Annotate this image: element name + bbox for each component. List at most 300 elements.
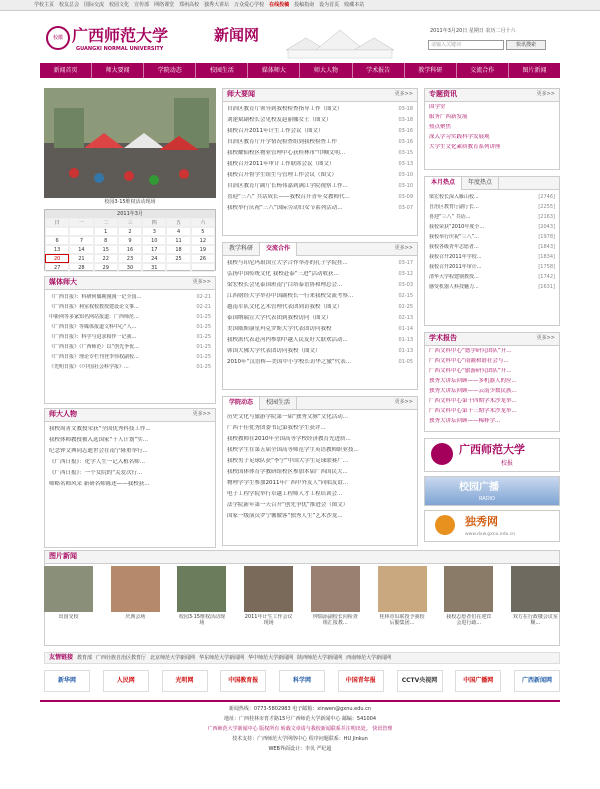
news-title[interactable]: 《广西日报》：科研何偶期漫漫一记全国... xyxy=(49,293,142,300)
news-title[interactable]: 自治区教育厅副厅长杨伟嘉到满江学院视察工作... xyxy=(227,183,348,190)
special-topic-link[interactable]: 服务广西新发展 xyxy=(429,114,468,120)
list-item[interactable] xyxy=(227,423,413,434)
news-title[interactable]: 《广西日报》等媒体报道文科中心“人... xyxy=(49,323,137,330)
calendar-day[interactable]: 6 xyxy=(45,236,69,245)
news-title[interactable]: 感受机器人科技魅力... xyxy=(429,283,479,290)
news-title[interactable]: 泰国纳瑞宣大学代表团到我校访问（图文） xyxy=(227,315,332,322)
calendar-day[interactable]: 24 xyxy=(142,254,166,263)
list-item[interactable] xyxy=(227,412,413,423)
list-item[interactable] xyxy=(49,457,211,468)
report-link[interactable]: 广西文科中心第十三期学术沙龙举... xyxy=(429,408,517,414)
tab-college[interactable]: 学院动态 xyxy=(223,397,260,410)
calendar-day[interactable]: 8 xyxy=(94,236,118,245)
photo-news-caption[interactable]: 庆典会场 xyxy=(125,614,146,620)
calendar-day[interactable]: 4 xyxy=(166,227,190,236)
report-link[interactable]: 独秀大讲坛回顾——云南少数民族... xyxy=(429,388,517,394)
school-paper-subtitle: 校报 xyxy=(501,460,514,467)
list-item[interactable] xyxy=(227,269,413,280)
report-link[interactable]: 广西文科中心“德学研究团队”开... xyxy=(429,348,512,354)
calendar-day[interactable]: 20 xyxy=(45,254,69,263)
list-item[interactable] xyxy=(49,468,211,479)
calendar-day[interactable]: 21 xyxy=(69,254,93,263)
list-item[interactable] xyxy=(49,312,211,322)
list-item[interactable] xyxy=(227,258,413,269)
nav-item-news[interactable]: 师大要闻 xyxy=(92,63,144,78)
list-item[interactable] xyxy=(227,324,413,335)
friend-link[interactable]: 华东师范大学新闻网 xyxy=(199,654,245,661)
list-item[interactable] xyxy=(227,148,413,159)
calendar-day[interactable]: 27 xyxy=(45,263,69,272)
photo-news-item[interactable] xyxy=(378,566,427,638)
news-title[interactable]: 师略名师风采 新研名师陈述——我校获... xyxy=(49,481,150,488)
news-title[interactable]: 我校国体体育学教研组校区参加本届广西国民大... xyxy=(227,469,348,476)
tab-campus-life[interactable]: 校园生活 xyxy=(260,397,297,410)
people-more-link[interactable]: 更多>> xyxy=(192,411,211,417)
friend-link[interactable]: 北京师范大学新闻网 xyxy=(150,654,196,661)
submit-guide-link[interactable]: 投稿指南 xyxy=(294,1,315,8)
news-title[interactable]: 广西十佳优秀团委书记第我校学生获评... xyxy=(227,425,326,432)
list-item[interactable] xyxy=(429,242,555,252)
news-date: 03-10 xyxy=(398,172,413,179)
news-title[interactable]: 喜迎“三八” 共话成长——我校召开青年女教师代... xyxy=(227,194,350,201)
news-date: [2746] xyxy=(538,193,555,200)
media-box-title: 媒体师大 xyxy=(49,278,77,286)
search-input[interactable]: 请输入关键词 xyxy=(428,40,504,50)
news-date: [2163] xyxy=(538,213,555,220)
list-item[interactable] xyxy=(227,313,413,324)
list-item[interactable] xyxy=(227,500,413,511)
calendar-day[interactable]: 3 xyxy=(142,227,166,236)
list-item[interactable] xyxy=(49,435,211,446)
calendar-day xyxy=(69,227,93,236)
list-item[interactable] xyxy=(429,282,555,292)
topbar-link[interactable]: 校友总会 xyxy=(59,1,80,8)
news-date: [2255] xyxy=(538,203,555,210)
news-date: 02-25 xyxy=(398,304,413,311)
duxiu-banner[interactable] xyxy=(424,510,560,542)
news-title[interactable]: 梁宏校长会见泰国班南宁白塔泰语协和理总会... xyxy=(227,282,343,289)
radio-subtitle: RADIO xyxy=(479,496,495,502)
tab-year-hot[interactable]: 年度热点 xyxy=(462,177,499,190)
partner-logo[interactable]: 科学网 xyxy=(279,670,325,692)
calendar-day[interactable]: 12 xyxy=(191,236,215,245)
special-box-title: 专题资讯 xyxy=(429,90,457,98)
list-item[interactable] xyxy=(227,170,413,181)
calendar-weekday: 三 xyxy=(118,218,142,227)
photo-news-thumbnail[interactable] xyxy=(311,566,360,612)
news-date: 03-03 xyxy=(398,282,413,289)
news-title[interactable]: 越南军队文化艺术管理代表团到访我校（图文） xyxy=(227,304,343,311)
news-title[interactable]: 喜迎“三八” 共话... xyxy=(429,213,471,220)
calendar-month: 2011年3月 xyxy=(45,210,215,218)
news-date: 01-13 xyxy=(398,337,413,344)
photo-news-item[interactable] xyxy=(511,566,560,638)
news-title[interactable]: 我校荣获“2010年度全... xyxy=(429,223,485,230)
list-item[interactable] xyxy=(429,252,555,262)
list-item[interactable] xyxy=(227,434,413,445)
special-topic-link[interactable]: 国学堂 xyxy=(429,104,446,110)
photo-news-thumbnail[interactable] xyxy=(111,566,160,612)
calendar-day[interactable]: 30 xyxy=(118,263,142,272)
news-date: 02-21 xyxy=(196,293,211,300)
academic-reports-box xyxy=(424,332,560,432)
list-item[interactable] xyxy=(227,511,413,522)
friend-links-title: 友情链接 xyxy=(49,654,74,662)
news-box-title: 师大要闻 xyxy=(227,90,255,98)
special-topic-link[interactable]: 大学生文化素质教育系列讲座 xyxy=(429,144,501,150)
nav-item-exchange[interactable]: 交流合作 xyxy=(457,63,509,78)
list-item[interactable] xyxy=(227,357,413,368)
list-item[interactable] xyxy=(49,446,211,457)
news-title[interactable]: 《光明日报》（《中国社会科学报》... xyxy=(49,363,129,370)
report-link[interactable]: 独秀大讲坛回顾——多机器人的应... xyxy=(429,378,517,384)
photo-news-thumbnail[interactable] xyxy=(444,566,493,612)
calendar-day[interactable]: 11 xyxy=(166,236,190,245)
friend-links-bar xyxy=(44,652,560,664)
calendar-day[interactable]: 26 xyxy=(191,254,215,263)
partner-logo[interactable]: 中国广播网 xyxy=(455,670,501,692)
tab-research[interactable]: 教学科研 xyxy=(223,243,260,256)
news-date: 01-25 xyxy=(196,333,211,340)
calendar-day[interactable]: 31 xyxy=(142,263,166,272)
news-title[interactable]: 自治区教育厅开学情况检查组到我校检查工作 xyxy=(227,139,338,146)
list-item[interactable] xyxy=(227,137,413,148)
topbar-link[interactable]: 学校主页 xyxy=(34,1,55,8)
calendar-day[interactable]: 9 xyxy=(118,236,142,245)
calendar-day[interactable]: 29 xyxy=(94,263,118,272)
nav-item-people[interactable]: 师大人物 xyxy=(300,63,352,78)
topbar-link[interactable]: 万众爱心学校 xyxy=(234,1,265,8)
list-item[interactable] xyxy=(49,352,211,362)
research-exchange-box xyxy=(222,242,418,390)
calendar-day[interactable]: 10 xyxy=(142,236,166,245)
news-date: 02-13 xyxy=(398,315,413,322)
friend-link[interactable]: 华中师范大学新闻网 xyxy=(248,654,294,661)
list-item[interactable] xyxy=(227,280,413,291)
news-title[interactable]: 弘扬中国传统文化 我校赴泰“三进”活动收获... xyxy=(227,271,339,278)
news-title[interactable]: 我校男子足球队获“李宁”中国大学生足球联赛广... xyxy=(227,458,348,465)
news-title[interactable]: 我校周菁文教授荣获“全国优秀科技工作... xyxy=(49,426,151,433)
news-date: [2043] xyxy=(538,223,555,230)
list-item[interactable] xyxy=(227,467,413,478)
list-item[interactable] xyxy=(227,159,413,170)
headline-news-box xyxy=(222,88,418,236)
calendar-day[interactable]: 16 xyxy=(118,245,142,254)
nav-item-reports[interactable]: 学术报告 xyxy=(353,63,405,78)
partner-logo[interactable]: 新华网 xyxy=(44,670,90,692)
calendar-weekday: 一 xyxy=(69,218,93,227)
school-paper-banner[interactable] xyxy=(424,438,560,472)
photo-news-caption[interactable]: 2011年计生工作会议现场 xyxy=(244,614,293,626)
list-item[interactable] xyxy=(49,332,211,342)
photo-news-caption[interactable]: 桂林市妇联授予我校后勤集团... xyxy=(379,614,425,626)
topbar-link[interactable]: 郑州高校 xyxy=(179,1,200,8)
photo-news-thumbnail[interactable] xyxy=(44,566,93,612)
featured-photo-image xyxy=(44,88,216,198)
list-item[interactable] xyxy=(227,489,413,500)
news-date: 01-25 xyxy=(196,353,211,360)
photo-news-caption[interactable]: 钟瑞添副校长向检查组汇报教... xyxy=(312,614,358,626)
list-item[interactable] xyxy=(49,302,211,312)
news-date: [1843] xyxy=(538,243,555,250)
list-item[interactable] xyxy=(227,346,413,357)
news-date: [1742] xyxy=(538,273,555,280)
list-item[interactable] xyxy=(227,192,413,203)
tab-exchange[interactable]: 交流合作 xyxy=(260,243,297,256)
list-item[interactable] xyxy=(429,222,555,232)
duxiu-url: www.dxw.gxnu.edu.cn xyxy=(465,532,516,537)
calendar-day[interactable]: 19 xyxy=(191,245,215,254)
news-title[interactable]: 我校召开2011年计生工作会议（图文） xyxy=(227,128,324,135)
list-item[interactable] xyxy=(227,478,413,489)
news-title[interactable]: 刘建斌副校长会见校友赵丽娜女士（图文） xyxy=(227,117,332,124)
news-title[interactable]: 《广西日报》理论专栏刊登李伟权副校... xyxy=(49,353,139,360)
news-title[interactable]: 我校耀仙校区物业管理中心获桂林市“巾帼文明... xyxy=(227,150,346,157)
set-homepage-link[interactable]: 设为首页 xyxy=(319,1,340,8)
news-title[interactable]: 电子工程学院举行卓越工程师人才工程培训会... xyxy=(227,491,343,498)
calendar-day[interactable]: 13 xyxy=(45,245,69,254)
partner-logo[interactable]: 中国教育报 xyxy=(220,670,266,692)
calendar-day[interactable]: 5 xyxy=(191,227,215,236)
list-item[interactable] xyxy=(429,262,555,272)
special-more-link[interactable]: 更多>> xyxy=(536,91,555,97)
special-topics-box xyxy=(424,88,560,170)
news-title[interactable]: 江西财经大学举办中国副校长一行来我校交流考察... xyxy=(227,293,354,300)
news-date: 03-17 xyxy=(398,260,413,267)
calendar-day[interactable]: 17 xyxy=(142,245,166,254)
calendar-day[interactable]: 28 xyxy=(69,263,93,272)
news-title[interactable]: 自治区教育厅领导到我校检查指导工作（图文） xyxy=(227,106,343,113)
media-news-box xyxy=(44,276,216,404)
news-date: 03-18 xyxy=(398,106,413,113)
news-title[interactable]: 历史文化与旅游学院第一届“独秀文脉”文化活动... xyxy=(227,414,348,421)
photo-news-thumbnail[interactable] xyxy=(177,566,226,612)
news-title[interactable]: 《广西日报》：一个女院的“关爱次行... xyxy=(49,470,143,477)
list-item[interactable] xyxy=(227,104,413,115)
report-link[interactable]: 广西文科中心“南疆和谐社会与... xyxy=(429,358,509,364)
top-utility-bar xyxy=(0,0,600,11)
photo-news-caption[interactable]: 出国交校 xyxy=(58,614,79,620)
photo-news-caption[interactable]: 双方在行政楼会议室顺... xyxy=(512,614,558,626)
news-title[interactable]: 自治区教育厅副厅长... xyxy=(429,203,479,210)
news-title[interactable]: 《广西日报》：科学与进求相伴一记我... xyxy=(49,333,137,340)
special-topic-link[interactable]: 深入学习实践科学发展观 xyxy=(429,134,490,140)
list-item[interactable] xyxy=(49,424,211,435)
news-title[interactable]: 我校与印尼玛琅国立大学合作举办的孔子学院挂... xyxy=(227,260,348,267)
report-link[interactable]: 广西文科中心“旅游研究团队”开... xyxy=(429,368,512,374)
friend-link[interactable]: 教育部 xyxy=(77,654,93,661)
list-item[interactable] xyxy=(49,362,211,372)
partner-logo[interactable]: 人民网 xyxy=(103,670,149,692)
calendar-day[interactable]: 23 xyxy=(118,254,142,263)
partner-logo[interactable]: CCTV央视网 xyxy=(397,670,443,692)
nav-item-media[interactable]: 媒体师大 xyxy=(248,63,300,78)
news-date: 01-25 xyxy=(196,363,211,370)
news-title[interactable]: 清华大学程建钢教授... xyxy=(429,273,479,280)
friend-link[interactable]: 广西壮族自治区教育厅 xyxy=(96,654,147,661)
site-footer xyxy=(40,700,560,789)
news-date: 01-25 xyxy=(196,313,211,320)
footer-tech-support: 技术支持：广西师范大学网络中心 程序问题联系：HU Jinkun xyxy=(232,736,368,742)
calendar-day[interactable]: 22 xyxy=(94,254,118,263)
calendar-day[interactable]: 7 xyxy=(69,236,93,245)
news-date: 03-16 xyxy=(398,139,413,146)
list-item[interactable] xyxy=(429,192,555,202)
news-title[interactable]: 《广西日报》利室权校教授建设论文事... xyxy=(49,303,139,310)
report-link[interactable]: 广西文科中心第十四期学术沙龙举... xyxy=(429,398,517,404)
list-item[interactable] xyxy=(227,115,413,126)
list-item[interactable] xyxy=(227,335,413,346)
nav-item-college[interactable]: 学院动态 xyxy=(144,63,196,78)
footer-design-credit: WEB界面设计：李贝 严纪超 xyxy=(268,746,332,752)
photo-news-caption[interactable]: 我校志愿者们在迎宾会进行疏... xyxy=(446,614,492,626)
site-name: 新闻网 xyxy=(214,26,260,44)
photo-news-item[interactable] xyxy=(44,566,93,638)
report-link[interactable]: 独秀大讲坛回顾——稀释学... xyxy=(429,418,501,424)
hot-news-box xyxy=(424,176,560,326)
media-more-link[interactable]: 更多>> xyxy=(192,279,211,285)
calendar-grid xyxy=(45,218,215,272)
calendar-day[interactable]: 15 xyxy=(94,245,118,254)
calendar-day[interactable]: 2 xyxy=(118,227,142,236)
photo-news-thumbnail[interactable] xyxy=(244,566,293,612)
submit-article-link[interactable]: 在线投稿 xyxy=(269,1,290,8)
photo-news-item[interactable] xyxy=(177,566,226,638)
calendar-day xyxy=(45,227,69,236)
list-item[interactable] xyxy=(429,212,555,222)
news-date: 01-05 xyxy=(398,359,413,366)
calendar-day[interactable]: 18 xyxy=(166,245,190,254)
calendar-weekday: 五 xyxy=(166,218,190,227)
college-news-box xyxy=(222,396,418,546)
friend-link[interactable]: 陕西师范大学新闻网 xyxy=(297,654,343,661)
featured-photo[interactable] xyxy=(44,88,216,198)
list-item[interactable] xyxy=(227,203,413,214)
photo-news-item[interactable] xyxy=(444,566,493,638)
partner-logo[interactable]: 广西新闻网 xyxy=(514,670,560,692)
news-more-link[interactable]: 更多>> xyxy=(394,91,413,97)
news-title[interactable]: 我校召开2011年审计工作联席会议（图文） xyxy=(227,161,335,168)
news-date: 03-07 xyxy=(398,205,413,212)
research-more-link[interactable]: 更多>> xyxy=(394,245,413,251)
list-item[interactable] xyxy=(227,302,413,313)
photo-news-thumbnail[interactable] xyxy=(511,566,560,612)
list-item[interactable] xyxy=(227,291,413,302)
news-title[interactable]: 美国威斯康星玛克罗斯大学代表团访问我校 xyxy=(227,326,332,333)
list-item[interactable] xyxy=(227,126,413,137)
list-item[interactable] xyxy=(49,322,211,332)
partner-logos xyxy=(44,667,560,695)
news-title[interactable]: 我校召开2011年审计... xyxy=(429,263,482,270)
reports-more-link[interactable]: 更多>> xyxy=(536,335,555,341)
search-button[interactable]: 快讯搜索 xyxy=(506,40,546,50)
list-item[interactable] xyxy=(49,479,211,490)
photo-news-caption[interactable]: 校园3·15维权活动现场 xyxy=(178,614,225,626)
partner-logo[interactable]: 光明网 xyxy=(162,670,208,692)
news-title[interactable]: 2010年“汉语桥—美国中小学校长访华之旅”代表... xyxy=(227,359,351,366)
campus-radio-banner[interactable] xyxy=(424,476,560,506)
tab-month-hot[interactable]: 本月热点 xyxy=(425,177,462,190)
news-title[interactable]: 我校召开督学生组生与管理工作会议（图文） xyxy=(227,172,338,179)
news-title[interactable]: 我校举行庆祝“三八”国际劳动妇女节系列活动... xyxy=(227,205,343,212)
news-title[interactable]: 我校召开2011年学校... xyxy=(429,253,482,260)
college-more-link[interactable]: 更多>> xyxy=(394,399,413,405)
news-title[interactable]: 《广西日报》（广西师范）以“创先争优... xyxy=(49,343,139,350)
calendar-day[interactable]: 25 xyxy=(166,254,190,263)
photo-news-item[interactable] xyxy=(311,566,360,638)
topbar-link[interactable]: 独秀大讲坛 xyxy=(204,1,230,8)
news-title[interactable]: 纪念钟文典同志逝世会在南宁隆重举行... xyxy=(49,448,148,455)
news-title[interactable]: 梁宏校长深入雁山校... xyxy=(429,193,479,200)
partner-logo[interactable]: 中国青年报 xyxy=(338,670,384,692)
school-seal-icon: 校徽 xyxy=(46,26,70,50)
list-item[interactable] xyxy=(227,445,413,456)
list-item[interactable] xyxy=(227,181,413,192)
special-topic-link[interactable]: 热点聚焦 xyxy=(429,124,452,130)
news-date: 03-18 xyxy=(398,117,413,124)
people-box-title: 师大人物 xyxy=(49,410,77,418)
news-date: 01-13 xyxy=(398,348,413,355)
news-title[interactable]: 我校各级青年志愿者... xyxy=(429,243,479,250)
calendar-day[interactable]: 1 xyxy=(94,227,118,236)
nav-item-research[interactable]: 教学科研 xyxy=(405,63,457,78)
news-title[interactable]: 韩国大佛大学代表团访问我校（图文） xyxy=(227,348,321,355)
list-item[interactable] xyxy=(49,342,211,352)
news-title[interactable]: 中新网等多家知名网站报道：广西师范... xyxy=(49,313,139,320)
news-title[interactable]: 国家一级演员罗宁馨做客“独秀人生”艺术沙龙... xyxy=(227,513,343,520)
news-title[interactable]: 法学院新年第一天召开“创先争优”推进会（图文） xyxy=(227,502,349,509)
news-date: 02-21 xyxy=(196,303,211,310)
topbar-link[interactable]: 校园文化 xyxy=(109,1,130,8)
nav-item-home[interactable]: 新闻首页 xyxy=(40,63,92,78)
list-item[interactable] xyxy=(429,202,555,212)
footer-contact: 新闻热线：0773-5802983 电子邮箱：xinwen@gxnu.edu.cn xyxy=(228,706,372,712)
list-item[interactable] xyxy=(227,456,413,467)
nav-item-campus[interactable]: 校园生活 xyxy=(196,63,248,78)
news-title[interactable]: 《广西日报》：化学人生一记入植名师... xyxy=(49,459,145,466)
photo-news-title: 图片新闻 xyxy=(49,552,77,560)
building-illustration-icon xyxy=(276,20,404,60)
topbar-link[interactable]: 国际交流 xyxy=(84,1,105,8)
news-title[interactable]: 我校学生在第五届全国高等师范学生英语教师职业技... xyxy=(227,447,359,454)
footer-address: 地址：广西桂林市育才路15号广西师范大学新闻中心 邮编：541004 xyxy=(223,716,377,722)
photo-news-item[interactable] xyxy=(111,566,160,638)
news-title[interactable]: 我校举行庆祝“三八”... xyxy=(429,233,479,240)
news-date: 01-25 xyxy=(196,343,211,350)
news-date: 02-15 xyxy=(398,293,413,300)
topbar-link[interactable]: 宣传部 xyxy=(134,1,150,8)
school-name-logo[interactable]: 广西师范大学 xyxy=(72,26,169,45)
list-item[interactable] xyxy=(49,292,211,302)
news-title[interactable]: 我校派代表赴河内参加中越人民友好大联欢活动... xyxy=(227,337,348,344)
bookmark-link[interactable]: 收藏本站 xyxy=(344,1,365,8)
site-header xyxy=(40,12,560,62)
topbar-link[interactable]: 网络课堂 xyxy=(154,1,175,8)
friend-link[interactable]: 西南师范大学新闻网 xyxy=(346,654,392,661)
photo-news-item[interactable] xyxy=(244,566,293,638)
news-title[interactable]: 物理学学生参加2011年广西中外友人“同唱友谊... xyxy=(227,480,349,487)
news-title[interactable]: 我校体师教授被入选国家“千人计划”实... xyxy=(49,437,148,444)
school-seal-icon xyxy=(431,443,453,465)
news-date: [1758] xyxy=(538,263,555,270)
photo-news-thumbnail[interactable] xyxy=(378,566,427,612)
news-date: 03-15 xyxy=(398,150,413,157)
calendar-day[interactable]: 14 xyxy=(69,245,93,254)
list-item[interactable] xyxy=(429,232,555,242)
list-item[interactable] xyxy=(429,272,555,282)
news-title[interactable]: 我校教师在2010年全国高等学校经济教育先进质... xyxy=(227,436,351,443)
nav-item-photos[interactable]: 图片新闻 xyxy=(522,67,547,74)
